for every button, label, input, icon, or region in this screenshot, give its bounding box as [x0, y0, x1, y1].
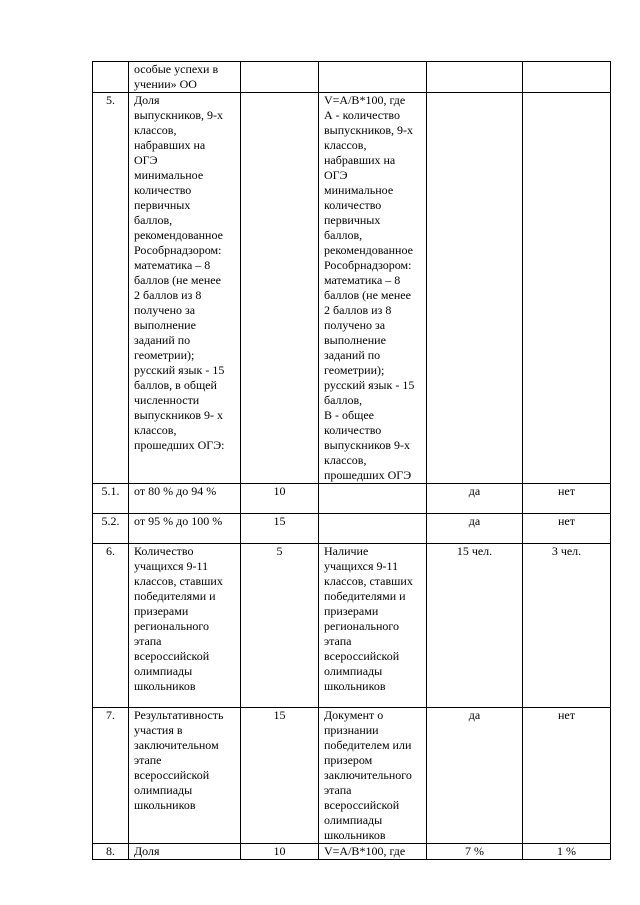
min-value-cell: нет [523, 514, 611, 544]
formula-cell [319, 514, 427, 544]
indicator-cell: Доля выпускников, 9-х классов, набравших на ОГЭ минимальное количество первичных баллов, рекомендованное Рособрнадзором: математика – 8 баллов (не менее 2 баллов из 8 получено за выполнение заданий по геометрии); русский язык - 15 баллов, в общей численности выпускников 9- х классов, прошедших ОГЭ: [129, 93, 241, 484]
max-value-cell: 7 % [427, 844, 523, 860]
row-number: 8. [93, 844, 129, 860]
indicator-cell: Количество учащихся 9-11 классов, ставших победителями и призерами регионального этапа всероссийской олимпиады школьников [129, 544, 241, 708]
indicator-cell: Результативность участия в заключительном этапе всероссийской олимпиады школьников [129, 708, 241, 844]
table-row [93, 514, 611, 544]
max-value-cell: да [427, 484, 523, 514]
formula-cell [319, 484, 427, 514]
table-row [93, 62, 611, 93]
row-number [93, 62, 129, 93]
table-row [93, 844, 611, 860]
min-value-cell: 1 % [523, 844, 611, 860]
min-value-cell [523, 62, 611, 93]
row-number: 5.1. [93, 484, 129, 514]
indicator-cell: особые успехи в учении» ОО [129, 62, 241, 93]
max-value-cell [427, 62, 523, 93]
min-value-cell: нет [523, 708, 611, 844]
points-cell: 15 [241, 708, 319, 844]
formula-cell: V=A/B*100, где А - количество выпускников, 9-х классов, набравших на ОГЭ минимальное количество первичных баллов, рекомендованное Рособрнадзором: математика – 8 баллов (не менее 2 баллов из 8 получено за выполнение заданий по геометрии); русский язык - 15 баллов, В - общее количество выпускников 9-х классов, прошедших ОГЭ [319, 93, 427, 484]
row-number: 5. [93, 93, 129, 484]
max-value-cell [427, 93, 523, 484]
formula-cell: V=A/B*100, где [319, 844, 427, 860]
table-row [93, 544, 611, 708]
table-row [93, 93, 611, 484]
row-number: 5.2. [93, 514, 129, 544]
min-value-cell: 3 чел. [523, 544, 611, 708]
points-cell [241, 93, 319, 484]
indicator-cell: от 95 % до 100 % [129, 514, 241, 544]
table-row [93, 708, 611, 844]
min-value-cell: нет [523, 484, 611, 514]
points-cell: 10 [241, 484, 319, 514]
max-value-cell: да [427, 708, 523, 844]
table-row [93, 484, 611, 514]
row-number: 6. [93, 544, 129, 708]
indicator-cell: Доля [129, 844, 241, 860]
points-cell: 10 [241, 844, 319, 860]
max-value-cell: 15 чел. [427, 544, 523, 708]
indicator-cell: от 80 % до 94 % [129, 484, 241, 514]
min-value-cell [523, 93, 611, 484]
row-number: 7. [93, 708, 129, 844]
points-cell [241, 62, 319, 93]
formula-cell [319, 62, 427, 93]
criteria-table [92, 61, 611, 860]
formula-cell: Наличие учащихся 9-11 классов, ставших победителями и призерами регионального этапа всероссийской олимпиады школьников [319, 544, 427, 708]
max-value-cell: да [427, 514, 523, 544]
formula-cell: Документ о признании победителем или призером заключительного этапа всероссийской олимпиады школьников [319, 708, 427, 844]
points-cell: 5 [241, 544, 319, 708]
points-cell: 15 [241, 514, 319, 544]
